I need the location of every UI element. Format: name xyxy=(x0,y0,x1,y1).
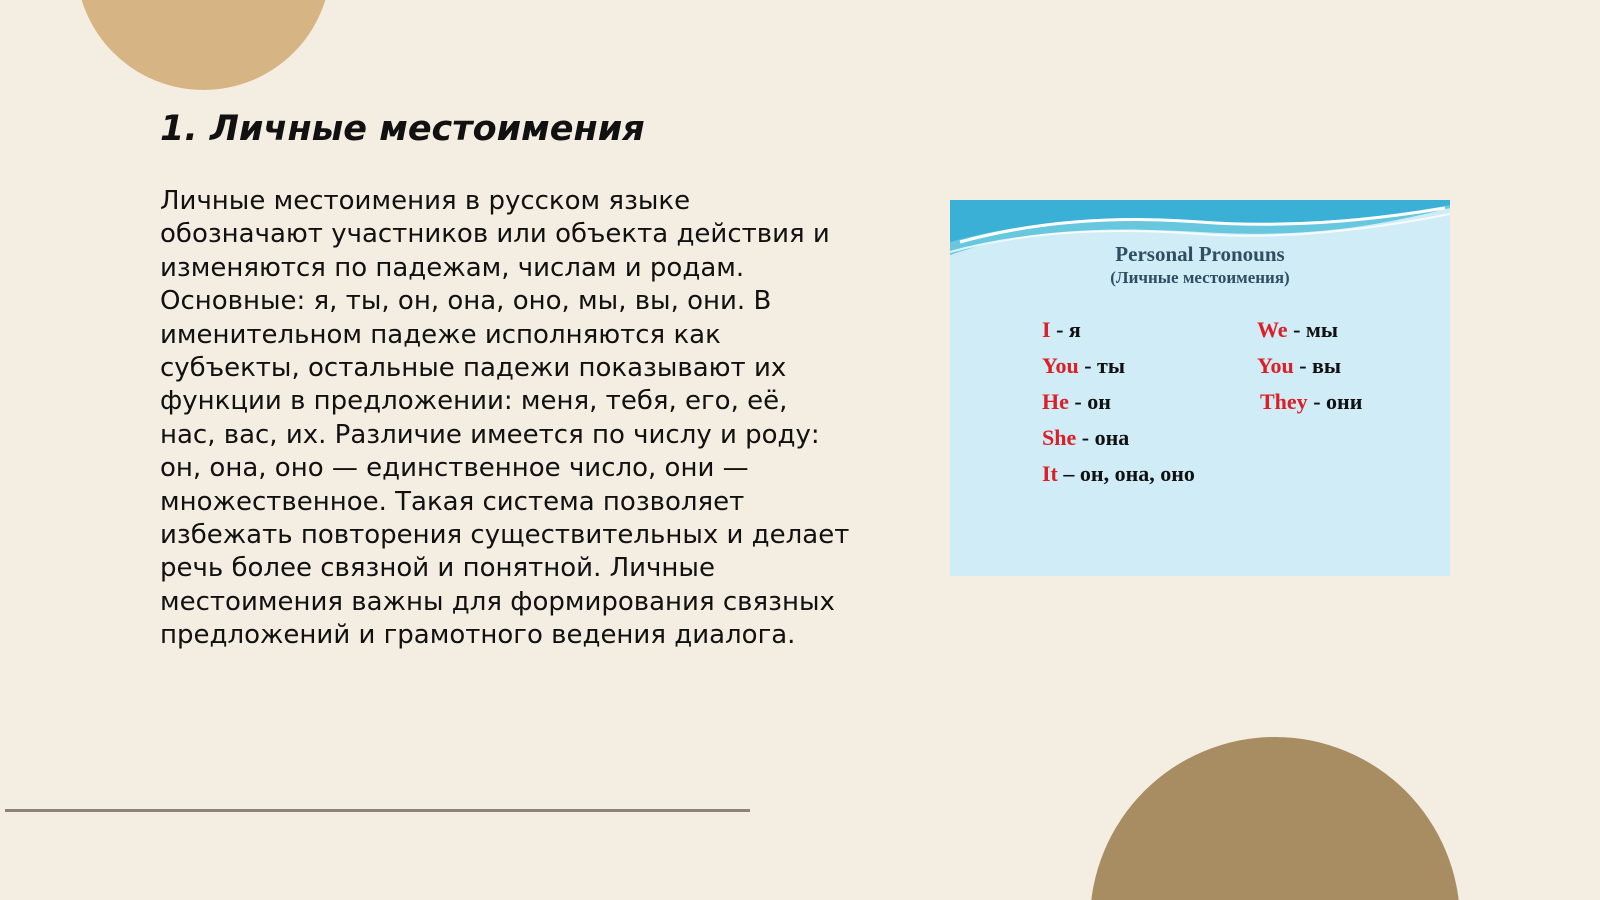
image-subtitle: (Личные местоимения) xyxy=(1110,268,1290,287)
slide-title: 1. Личные местоимения xyxy=(160,109,645,149)
pronoun-row-he xyxy=(1042,389,1111,415)
pronoun-en: You xyxy=(1257,353,1294,378)
pronoun-en: He xyxy=(1042,389,1069,414)
body-paragraph: Личные местоимения в русском языке обозначают участников или объекта действия и изменяются по падежам, числам и родам. Основные: я, ты, он, она, оно, мы, вы, они. В именительном падеже исполняются как субъекты, остальные падежи показывают их функции в предложении: меня, тебя, его, её, нас, вас, их. Различие имеется по числу и роду: он, она, оно — единственное число, они — множественное. Такая система позволяет избежать повторения существительных и делает речь более связной и понятной. Личные местоимения важны для формирования связных предложений и грамотного ведения диалога. xyxy=(160,186,850,651)
pronoun-en: You xyxy=(1042,353,1079,378)
pronoun-row-i xyxy=(1042,317,1081,343)
pronoun-en: I xyxy=(1042,317,1051,342)
pronoun-ru: - они xyxy=(1307,389,1363,414)
pronoun-en: We xyxy=(1257,317,1288,342)
pronoun-row-it xyxy=(1042,461,1195,487)
pronoun-en: It xyxy=(1042,461,1058,486)
decorative-circle-bottom xyxy=(1090,737,1460,900)
divider-line xyxy=(5,809,750,812)
personal-pronouns-image xyxy=(950,200,1450,576)
pronoun-row-you-singular xyxy=(1042,353,1125,379)
pronoun-ru: - она xyxy=(1076,425,1130,450)
pronoun-ru: – он, она, оно xyxy=(1057,461,1195,486)
pronoun-ru: - вы xyxy=(1293,353,1342,378)
pronoun-en: She xyxy=(1042,425,1077,450)
pronoun-ru: - он xyxy=(1068,389,1111,414)
decorative-circle-top xyxy=(76,0,331,90)
pronoun-ru: - я xyxy=(1050,317,1081,342)
pronoun-row-you-plural xyxy=(1257,353,1341,379)
pronoun-row-they xyxy=(1260,389,1362,415)
pronoun-ru: - мы xyxy=(1287,317,1339,342)
pronoun-ru: - ты xyxy=(1078,353,1125,378)
pronoun-en: They xyxy=(1260,389,1308,414)
image-title: Personal Pronouns xyxy=(1115,242,1285,266)
pronoun-row-we xyxy=(1257,317,1338,343)
pronoun-row-she xyxy=(1042,425,1129,451)
